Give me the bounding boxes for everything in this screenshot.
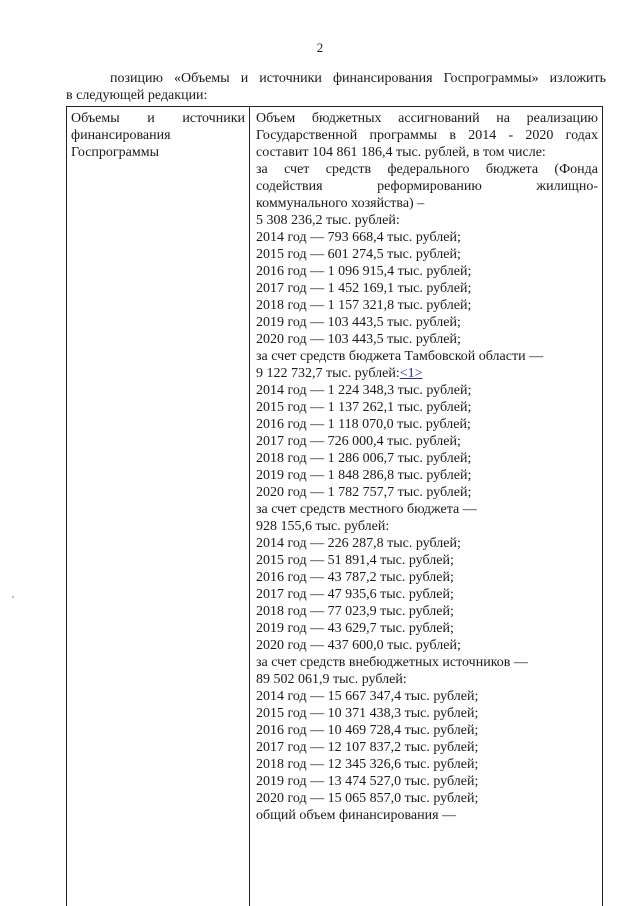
regional-year-item: 2019 год — 1 848 286,8 тыс. рублей; [256, 468, 472, 483]
local-header: за счет средств местного бюджета — [256, 502, 477, 517]
regional-total: 9 122 732,7 тыс. рублей: [256, 366, 400, 381]
extrabudget-year-item: 2019 год — 13 474 527,0 тыс. рублей; [256, 774, 479, 789]
value-intro-line: Государственной программы в 2014 - 2020 годах [256, 128, 598, 143]
federal-header-line: за счет средств федерального бюджета (Фонда [256, 162, 598, 177]
intro-paragraph [66, 70, 606, 104]
intro-line-1: позицию «Объемы и источники финансирования Госпрограммы» изложить [110, 71, 606, 86]
federal-header-line: коммунального хозяйства) – [256, 196, 425, 211]
extrabudget-header: за счет средств внебюджетных источников — [256, 655, 528, 670]
label-line-3: Госпрограммы [71, 145, 159, 160]
label-line-2: финансирования [71, 128, 171, 143]
regional-year-item: 2020 год — 1 782 757,7 тыс. рублей; [256, 485, 472, 500]
regional-total-line [256, 365, 598, 382]
extrabudget-year-item: 2018 год — 12 345 326,6 тыс. рублей; [256, 757, 479, 772]
extrabudget-total: 89 502 061,9 тыс. рублей: [256, 672, 407, 687]
total-financing-line: общий объем финансирования — [256, 808, 457, 823]
local-year-item: 2016 год — 43 787,2 тыс. рублей; [256, 570, 454, 585]
footnote-link[interactable]: <1> [399, 366, 423, 381]
federal-year-item: 2017 год — 1 452 169,1 тыс. рублей; [256, 281, 472, 296]
table-row-value-cell [250, 107, 602, 906]
extrabudget-year-item: 2017 год — 12 107 837,2 тыс. рублей; [256, 740, 479, 755]
table-row-label-cell [67, 107, 250, 906]
value-intro-line: Объем бюджетных ассигнований на реализацию [256, 111, 598, 126]
value-intro-line: составит 104 861 186,4 тыс. рублей, в том числе: [256, 145, 546, 160]
regional-year-item: 2015 год — 1 137 262,1 тыс. рублей; [256, 400, 472, 415]
regional-year-item: 2016 год — 1 118 070,0 тыс. рублей; [256, 417, 471, 432]
local-year-item: 2014 год — 226 287,8 тыс. рублей; [256, 536, 461, 551]
federal-year-item: 2019 год — 103 443,5 тыс. рублей; [256, 315, 461, 330]
extrabudget-year-item: 2020 год — 15 065 857,0 тыс. рублей; [256, 791, 479, 806]
local-year-item: 2017 год — 47 935,6 тыс. рублей; [256, 587, 454, 602]
page-number: 2 [316, 40, 324, 55]
local-year-item: 2020 год — 437 600,0 тыс. рублей; [256, 638, 461, 653]
extrabudget-year-item: 2014 год — 15 667 347,4 тыс. рублей; [256, 689, 479, 704]
federal-year-item: 2016 год — 1 096 915,4 тыс. рублей; [256, 264, 472, 279]
regional-year-item: 2018 год — 1 286 006,7 тыс. рублей; [256, 451, 472, 466]
passport-table [66, 106, 603, 906]
intro-line-2: в следующей редакции: [66, 88, 208, 103]
local-year-item: 2018 год — 77 023,9 тыс. рублей; [256, 604, 454, 619]
scan-speck [12, 596, 14, 598]
local-year-item: 2015 год — 51 891,4 тыс. рублей; [256, 553, 454, 568]
extrabudget-year-item: 2016 год — 10 469 728,4 тыс. рублей; [256, 723, 479, 738]
regional-year-item: 2017 год — 726 000,4 тыс. рублей; [256, 434, 461, 449]
federal-total: 5 308 236,2 тыс. рублей: [256, 213, 400, 228]
local-total: 928 155,6 тыс. рублей: [256, 519, 390, 534]
federal-year-item: 2015 год — 601 274,5 тыс. рублей; [256, 247, 461, 262]
federal-year-item: 2014 год — 793 668,4 тыс. рублей; [256, 230, 461, 245]
federal-year-item: 2020 год — 103 443,5 тыс. рублей; [256, 332, 461, 347]
local-year-item: 2019 год — 43 629,7 тыс. рублей; [256, 621, 454, 636]
regional-year-item: 2014 год — 1 224 348,3 тыс. рублей; [256, 383, 472, 398]
regional-header: за счет средств бюджета Тамбовской области — [256, 349, 544, 364]
federal-header-line: содействия реформированию жилищно- [256, 179, 598, 194]
federal-year-item: 2018 год — 1 157 321,8 тыс. рублей; [256, 298, 472, 313]
label-line-1: Объемы и источники [71, 111, 245, 126]
extrabudget-year-item: 2015 год — 10 371 438,3 тыс. рублей; [256, 706, 479, 721]
